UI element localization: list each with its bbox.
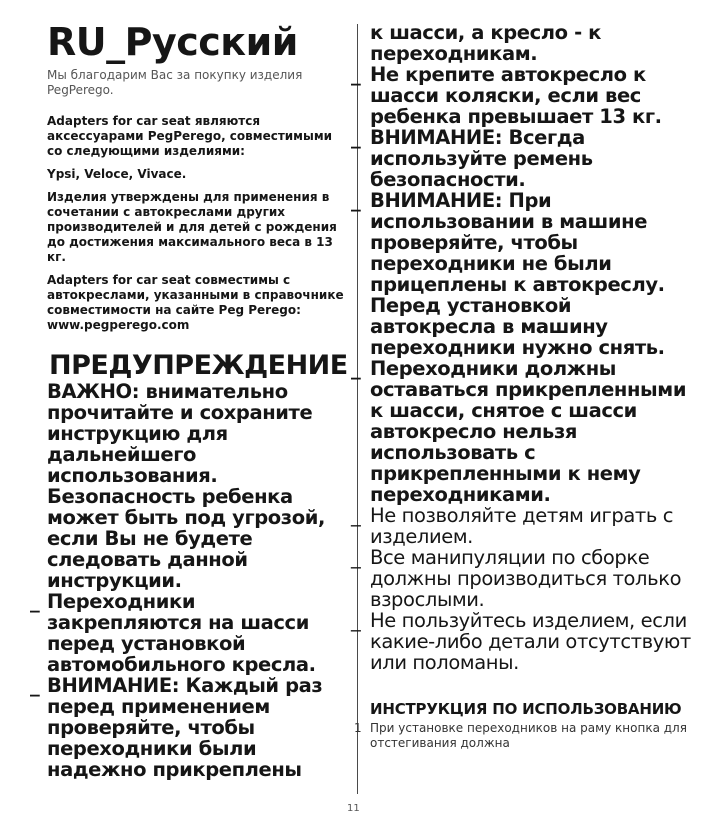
warning-bullet: [351, 609, 700, 674]
warning-bullet: [30, 590, 347, 676]
instruction-step: [350, 721, 700, 751]
instructions-heading: ИНСТРУКЦИЯ ПО ИСПОЛЬЗОВАНИЮ: [370, 700, 682, 718]
bullet-dash: _: [351, 357, 361, 380]
warning-bullet-text: ВНИМАНИЕ: Всегда используйте ремень безопасности.: [370, 126, 593, 191]
warning-bullet: [351, 126, 700, 191]
warning-bullet-text: ВНИМАНИЕ: При использовании в машине проверяйте, чтобы переходники не были прицеплены к автокреслу. Перед установкой автокресла в машину переходники нужно снять.: [370, 189, 665, 359]
compatible-models: Ypsi, Veloce, Vivace.: [47, 167, 187, 181]
bullet-dash: _: [30, 674, 40, 697]
warning-bullet: [351, 63, 700, 128]
warning-bullet-text: Переходники закрепляются на шасси перед установкой автомобильного кресла.: [47, 590, 316, 676]
warning-bullet-text: Не позволяйте детям играть с изделием.: [370, 504, 674, 548]
intro-paragraph-2: Изделия утверждены для применения в сочетании с автокреслами других производителей и для детей с рождения до достижения максимального веса в 13 кг.: [47, 190, 337, 264]
warning-bullet: [351, 189, 700, 359]
warning-bullet: [30, 674, 347, 781]
intro-paragraph-1: Adapters for car seat являются аксессуарами PegPerego, совместимыми со следующими изделиями:: [47, 114, 333, 158]
bullet-dash: _: [30, 590, 40, 613]
bullet-dash: _: [351, 189, 361, 212]
step-text: При установке переходников на раму кнопка для отстегивания должна: [370, 721, 687, 750]
warning-bullet: [351, 546, 700, 611]
warning-bullet: [351, 357, 700, 506]
warning-bullet-text: Не крепите автокресло к шасси коляски, если вес ребенка превышает 13 кг.: [370, 63, 662, 128]
important-notice: ВАЖНО: внимательно прочитайте и сохраните инструкцию для дальнейшего использования. Безопасность ребенка может быть под угрозой, если Вы не будете следовать данной инструкции.: [47, 380, 325, 592]
warning-bullet-text: Переходники должны оставаться прикрепленными к шасси, снятое с шасси автокресло нельзя использовать с прикрепленными к нему переходниками.: [370, 357, 687, 506]
intro-paragraph-3: Adapters for car seat совместимы с автокреслами, указанными в справочнике совместимости на сайте Peg Perego: www.pegperego.com: [47, 273, 344, 332]
warning-bullet-text: ВНИМАНИЕ: Каждый раз перед применением проверяйте, чтобы переходники были надежно прикреплены: [47, 674, 323, 781]
warning-bullet-text: Все манипуляции по сборке должны производиться только взрослыми.: [370, 546, 682, 611]
bullet-dash: _: [351, 546, 361, 569]
right-column: [351, 21, 700, 751]
bullet-dash: _: [351, 609, 361, 632]
page-number: 11: [347, 803, 360, 814]
left-column: [30, 20, 348, 781]
warning-bullet: [351, 504, 700, 548]
bullet-dash: _: [351, 504, 361, 527]
bullet-dash: _: [351, 126, 361, 149]
warning-heading: [47, 347, 347, 381]
step-number: 1: [354, 721, 362, 735]
bullet-dash: _: [351, 63, 361, 86]
page-title: RU_Русский: [47, 20, 298, 64]
warning-title: ПРЕДУПРЕЖДЕНИЕ: [49, 350, 348, 381]
warning-continuation: к шасси, а кресло - к переходникам.: [370, 21, 601, 65]
warning-bullet-text: Не пользуйтесь изделием, если какие-либо детали отсутствуют или поломаны.: [370, 609, 691, 674]
thanks-text: Мы благодарим Вас за покупку изделия PegPerego.: [47, 68, 303, 97]
